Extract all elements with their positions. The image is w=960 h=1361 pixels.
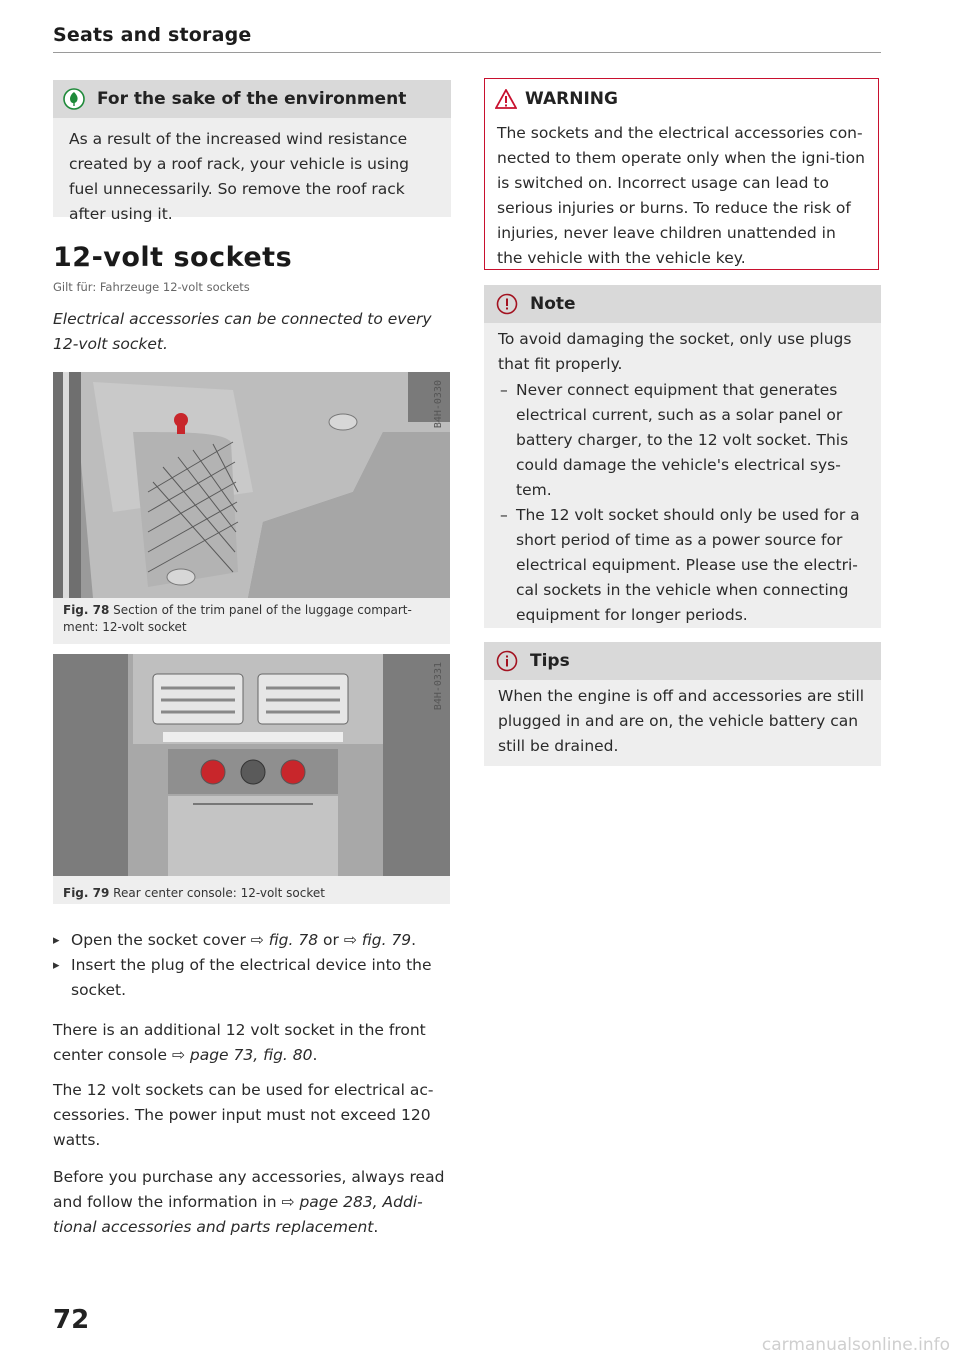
step-item — [53, 928, 448, 953]
figure-78-code: B4H-0330 — [433, 380, 444, 429]
tips-text: When the engine is off and accessories are still plugged in and are on, the vehicle battery can still be drained. — [498, 687, 865, 755]
paragraph-power: The 12 volt sockets can be used for electrical ac-cessories. The power input must not exceed 120 watts. — [53, 1081, 434, 1149]
applies-to-line: Gilt für: Fahrzeuge 12-volt sockets — [53, 280, 250, 294]
tips-body — [484, 680, 881, 766]
header-rule — [53, 52, 881, 53]
figure-78-caption-text: Section of the trim panel of the luggage compart-ment: 12-volt socket — [63, 603, 412, 634]
fig-78-link[interactable]: ⇨ fig. 78 — [250, 931, 319, 949]
step-text: Insert the plug of the electrical device into the socket. — [71, 956, 432, 999]
step-item — [53, 953, 448, 1003]
paragraph-text: There is an additional 12 volt socket in the front center console — [53, 1021, 426, 1064]
tips-title: Tips — [530, 651, 570, 671]
leaf-icon — [63, 88, 85, 110]
tips-header — [484, 642, 881, 680]
environment-box-title: For the sake of the environment — [97, 89, 407, 109]
note-item: – The 12 volt socket should only be used for a short period of time as a power source for electrical equipment. Please use the electri-cal sockets in the vehicle when connecting equipment for longer periods. — [498, 503, 867, 628]
note-header — [484, 285, 881, 323]
note-box — [484, 285, 881, 628]
note-item: – Never connect equipment that generates electrical current, such as a solar panel or battery charger, to the 12 volt socket. This could damage the vehicle's electrical sys-tem. — [498, 378, 867, 503]
warning-title: WARNING — [525, 89, 618, 109]
step-text-end: . — [411, 931, 417, 949]
warning-box — [484, 78, 879, 270]
step-text-mid: or — [318, 931, 344, 949]
paragraph-end: . — [373, 1218, 379, 1236]
note-title: Note — [530, 294, 576, 314]
exclamation-circle-icon — [496, 293, 518, 315]
figure-78-image — [53, 372, 450, 598]
paragraph-accessories — [53, 1165, 448, 1240]
page-73-link[interactable]: ⇨ page 73, fig. 80 — [171, 1046, 313, 1064]
paragraph-end: . — [312, 1046, 318, 1064]
section-intro: Electrical accessories can be connected to every 12-volt socket. — [53, 310, 432, 353]
warning-triangle-icon — [495, 89, 517, 109]
page-283-link[interactable]: ⇨ page 283, Addi-tional accessories and parts replacement — [53, 1193, 423, 1236]
tips-box — [484, 642, 881, 766]
environment-box-header — [53, 80, 451, 118]
figure-79-caption-text: Rear center console: 12-volt socket — [113, 886, 325, 900]
environment-box-body — [53, 118, 451, 223]
figure-79-caption — [53, 885, 450, 902]
step-text: Open the socket cover — [71, 931, 251, 949]
note-body — [484, 323, 881, 628]
note-intro: To avoid damaging the socket, only use plugs that fit properly. — [498, 330, 852, 373]
figure-78-caption — [53, 602, 450, 636]
section-title: 12-volt sockets — [53, 242, 293, 273]
note-list — [498, 378, 867, 628]
figure-79-image — [53, 654, 450, 876]
figure-79-code: B4H-0331 — [433, 662, 444, 711]
figure-78 — [53, 372, 450, 644]
environment-box — [53, 80, 451, 223]
page-number: 72 — [53, 1305, 90, 1335]
figure-79 — [53, 654, 450, 904]
warning-body: The sockets and the electrical accessories con-nected to them operate only when the igni-tion is switched on. Incorrect usage can lead to serious injuries or burns. To reduce the risk of injuries, never leave children unattended in the vehicle with the vehicle key. — [497, 124, 865, 267]
watermark: carmanualsonline.info — [761, 1335, 950, 1355]
paragraph-text: Before you purchase any accessories, always read and follow the information in — [53, 1168, 445, 1211]
environment-box-text: As a result of the increased wind resistance created by a roof rack, your vehicle is using fuel unnecessarily. So remove the roof rack after using it. — [69, 130, 410, 223]
steps-list — [53, 928, 448, 1003]
fig-79-link[interactable]: ⇨ fig. 79 — [343, 931, 412, 949]
info-circle-icon — [496, 650, 518, 672]
running-head: Seats and storage — [53, 24, 252, 46]
figure-79-label: Fig. 79 — [63, 886, 110, 900]
warning-header — [485, 79, 878, 119]
paragraph-front-socket — [53, 1018, 448, 1068]
figure-78-label: Fig. 78 — [63, 603, 110, 617]
